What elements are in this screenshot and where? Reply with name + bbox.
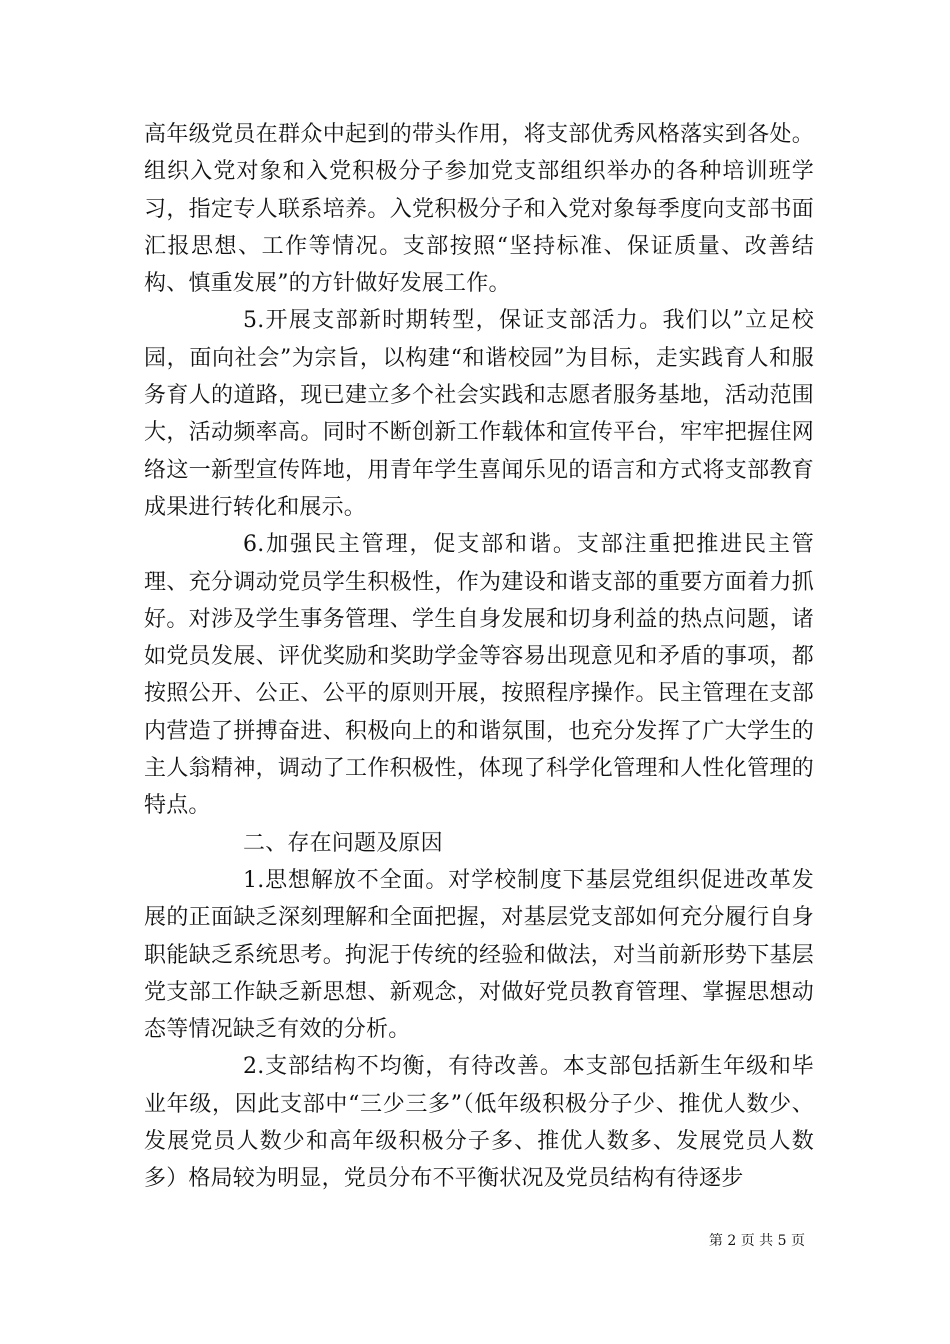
section-heading: 二、存在问题及原因: [243, 830, 443, 856]
paragraph-item-5: 5.开展支部新时期转型，保证支部活力。我们以”立足校园，面向社会”为宗旨，以构建“和谐校园”为目标，走实践育人和服务育人的道路，现已建立多个社会实践和志愿者服务基地，活动范围大，活动频率高。同时不断创新工作载体和宣传平台，牢牢把握住网络这一新型宣传阵地，用青年学生喜闻乐见的语言和方式将支部教育成果进行转化和展示。: [144, 308, 814, 520]
paragraph-item-6: 6.加强民主管理，促支部和谐。支部注重把推进民主管理、充分调动党员学生积极性，作为建设和谐支部的重要方面着力抓好。对涉及学生事务管理、学生自身发展和切身利益的热点问题，诸如党员发展、评优奖励和奖助学金等容易出现意见和矛盾的事项，都按照公开、公正、公平的原则开展，按照程序操作。民主管理在支部内营造了拼搏奋进、积极向上的和谐氛围，也充分发挥了广大学生的主人翁精神，调动了工作积极性，体现了科学化管理和人性化管理的特点。: [144, 532, 814, 819]
paragraph-continuation: 高年级党员在群众中起到的带头作用，将支部优秀风格落实到各处。组织入党对象和入党积极分子参加党支部组织举办的各种培训班学习，指定专人联系培养。入党积极分子和入党对象每季度向支部书面汇报思想、工作等情况。支部按照“坚持标准、保证质量、改善结构、慎重发展”的方针做好发展工作。: [144, 122, 814, 297]
paragraph-problem-2: 2.支部结构不均衡，有待改善。本支部包括新生年级和毕业年级，因此支部中“三少三多”（低年级积极分子少、推优人数少、发展党员人数少和高年级积极分子多、推优人数多、发展党员人数多）格局较为明显，党员分布不平衡状况及党员结构有待逐步: [144, 1054, 814, 1192]
paragraph-problem-1: 1.思想解放不全面。对学校制度下基层党组织促进改革发展的正面缺乏深刻理解和全面把握，对基层党支部如何充分履行自身职能缺乏系统思考。拘泥于传统的经验和做法，对当前新形势下基层党支部工作缺乏新思想、新观念，对做好党员教育管理、掌握思想动态等情况缺乏有效的分析。: [144, 867, 814, 1043]
page-number-footer: 第 2 页 共 5 页: [708, 1233, 805, 1249]
document-body: [144, 116, 814, 1198]
